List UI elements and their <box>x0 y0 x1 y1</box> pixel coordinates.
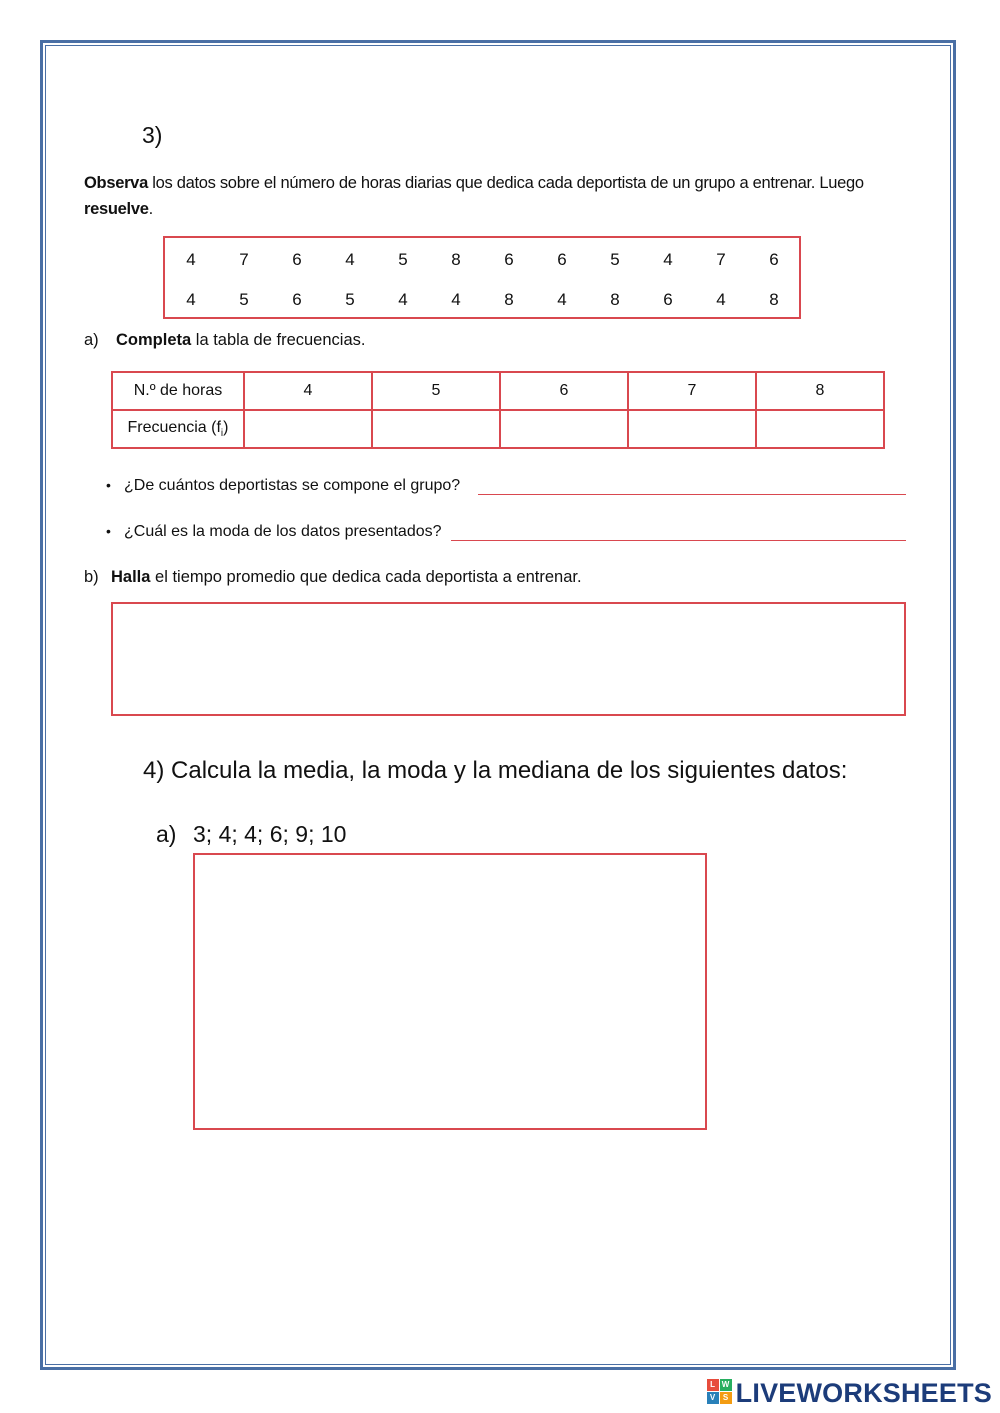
data-value: 4 <box>663 250 673 269</box>
data-value: 5 <box>398 250 408 269</box>
data-row-2 <box>165 290 799 310</box>
bullet-text: ¿De cuántos deportistas se compone el grupo? <box>124 477 461 494</box>
part-b-bold: Halla <box>111 568 151 586</box>
data-value: 4 <box>716 290 726 309</box>
data-value: 7 <box>716 250 726 269</box>
data-value: 8 <box>451 250 461 269</box>
frequency-header-text: Frecuencia (f <box>127 418 221 436</box>
frequency-answer-cell[interactable] <box>500 410 628 448</box>
part-b-instruction <box>84 568 582 587</box>
bullet-question-group-size <box>106 477 460 495</box>
data-value: 6 <box>504 250 514 269</box>
question-4-title: 4) Calcula la media, la moda y la mediana de los siguientes datos: <box>143 757 848 784</box>
part-a-instruction <box>84 331 365 350</box>
answer-line-mode[interactable] <box>451 540 906 541</box>
bullet-question-mode <box>106 523 442 541</box>
data-value: 6 <box>292 250 302 269</box>
part-a-text: la tabla de frecuencias. <box>191 331 366 349</box>
liveworksheets-logo-icon: L W V S <box>707 1379 733 1405</box>
data-value: 6 <box>292 290 302 309</box>
question-4a-data: 3; 4; 4; 6; 9; 10 <box>193 821 347 847</box>
bullet-dot: • <box>106 523 111 539</box>
question-3-number: 3) <box>142 122 163 148</box>
part-a-bold: Completa <box>116 331 192 349</box>
data-values-box <box>163 236 801 319</box>
frequency-subscript: i <box>220 428 224 440</box>
data-value: 8 <box>769 290 779 309</box>
hours-header: N.º de horas <box>112 372 244 410</box>
frequency-answer-cell[interactable] <box>628 410 756 448</box>
question-4a-label: a) <box>156 821 177 847</box>
hours-value: 8 <box>756 372 884 410</box>
instruction-text: los datos sobre el número de horas diarias que dedica cada deportista de un grupo a entrenar. Luego <box>147 174 864 192</box>
liveworksheets-name: LIVEWORKSHEETS <box>735 1378 992 1408</box>
hours-value: 7 <box>628 372 756 410</box>
question-4a <box>156 821 346 848</box>
answer-line-group-size[interactable] <box>478 494 906 495</box>
data-value: 4 <box>398 290 408 309</box>
data-value: 4 <box>186 290 196 309</box>
data-value: 4 <box>345 250 355 269</box>
frequency-answer-cell[interactable] <box>244 410 372 448</box>
hours-value: 6 <box>500 372 628 410</box>
frequency-answer-cell[interactable] <box>756 410 884 448</box>
hours-value: 5 <box>372 372 500 410</box>
frequency-answer-cell[interactable] <box>372 410 500 448</box>
data-value: 8 <box>504 290 514 309</box>
instruction-bold-resuelve: resuelve <box>84 200 149 218</box>
bullet-text: ¿Cuál es la moda de los datos presentados? <box>124 523 442 540</box>
liveworksheets-brand <box>707 1378 992 1409</box>
frequency-row <box>112 410 884 448</box>
part-a-label: a) <box>84 331 99 349</box>
hours-value: 4 <box>244 372 372 410</box>
frequency-header <box>112 410 244 448</box>
data-value: 5 <box>610 250 620 269</box>
frequency-header-close: ) <box>223 418 229 436</box>
frequency-table <box>111 371 885 449</box>
answer-box-4a[interactable] <box>193 853 707 1130</box>
data-value: 8 <box>610 290 620 309</box>
instruction-period: . <box>148 200 153 218</box>
answer-box-average[interactable] <box>111 602 906 716</box>
question-3-instructions <box>84 170 914 222</box>
part-b-label: b) <box>84 568 99 586</box>
data-value: 6 <box>663 290 673 309</box>
data-value: 4 <box>451 290 461 309</box>
data-value: 6 <box>769 250 779 269</box>
bullet-dot: • <box>106 477 111 493</box>
data-value: 4 <box>557 290 567 309</box>
data-row-1 <box>165 250 799 270</box>
hours-row <box>112 372 884 410</box>
part-b-text: el tiempo promedio que dedica cada deportista a entrenar. <box>150 568 582 586</box>
data-value: 4 <box>186 250 196 269</box>
data-value: 7 <box>239 250 249 269</box>
data-value: 5 <box>239 290 249 309</box>
data-value: 5 <box>345 290 355 309</box>
data-value: 6 <box>557 250 567 269</box>
instruction-bold-observa: Observa <box>84 174 148 192</box>
